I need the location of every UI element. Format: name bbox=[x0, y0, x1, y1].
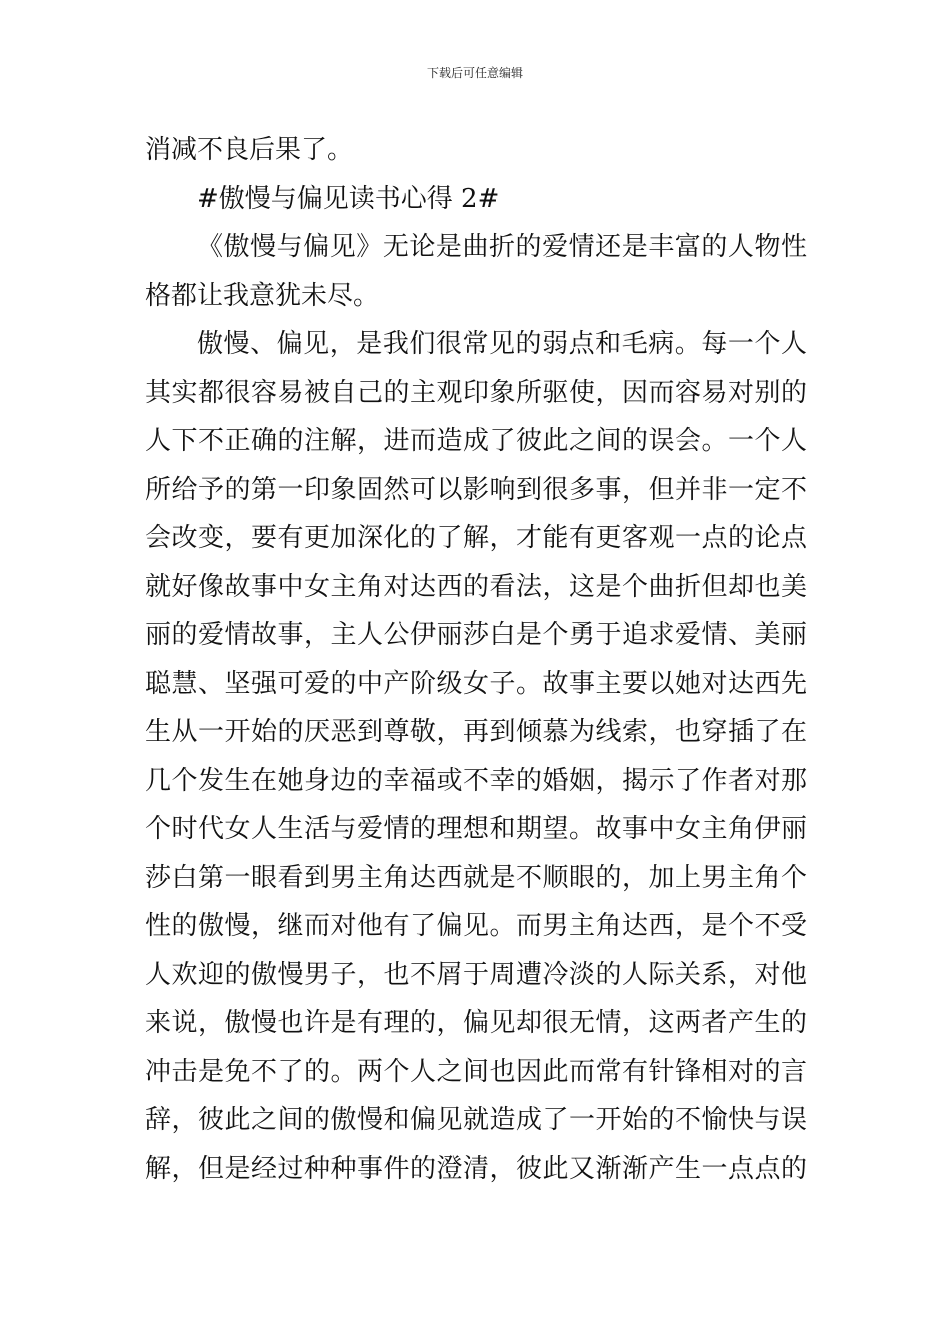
text-line: 莎白第一眼看到男主角达西就是不顺眼的，加上男主角个 bbox=[145, 862, 807, 893]
text-line: 会改变，要有更加深化的了解，才能有更客观一点的论点 bbox=[145, 523, 807, 553]
text-line: 人欢迎的傲慢男子，也不屑于周遭冷淡的人际关系，对他 bbox=[145, 959, 807, 990]
text-line: 格都让我意犹未尽。 bbox=[145, 280, 380, 311]
text-line: 冲击是免不了的。两个人之间也因此而常有针锋相对的言 bbox=[145, 1056, 807, 1087]
text-line: 《傲慢与偏见》无论是曲折的爱情还是丰富的人物性 bbox=[197, 232, 807, 262]
text-line: 性的傲慢，继而对他有了偏见。而男主角达西，是个不受 bbox=[145, 911, 807, 941]
text-line: 丽的爱情故事，主人公伊丽莎白是个勇于追求爱情、美丽 bbox=[145, 620, 807, 650]
text-line: 所给予的第一印象固然可以影响到很多事，但并非一定不 bbox=[145, 474, 807, 505]
text-line: 辞，彼此之间的傲慢和偏见就造成了一开始的不愉快与误 bbox=[145, 1105, 807, 1135]
text-line: 来说，傲慢也许是有理的，偏见却很无情，这两者产生的 bbox=[145, 1008, 807, 1038]
section-heading: #傲慢与偏见读书心得 2# bbox=[197, 183, 500, 214]
document-body bbox=[145, 126, 807, 1193]
text-line: 聪慧、坚强可爱的中产阶级女子。故事主要以她对达西先 bbox=[145, 668, 807, 699]
text-line: 个时代女人生活与爱情的理想和期望。故事中女主角伊丽 bbox=[145, 814, 807, 844]
text-line: 就好像故事中女主角对达西的看法，这是个曲折但却也美 bbox=[145, 571, 807, 602]
text-line: 傲慢、偏见，是我们很常见的弱点和毛病。每一个人 bbox=[197, 329, 807, 359]
text-line: 其实都很容易被自己的主观印象所驱使，因而容易对别的 bbox=[145, 377, 807, 408]
text-line: 解，但是经过种种事件的澄清，彼此又渐渐产生一点点的 bbox=[145, 1153, 807, 1184]
text-line: 生从一开始的厌恶到尊敬，再到倾慕为线索，也穿插了在 bbox=[145, 717, 807, 747]
text-line: 人下不正确的注解，进而造成了彼此之间的误会。一个人 bbox=[145, 426, 807, 456]
text-line: 消减不良后果了。 bbox=[145, 135, 354, 165]
page-header: 下载后可任意编辑 bbox=[426, 66, 523, 80]
text-line: 几个发生在她身边的幸福或不幸的婚姻，揭示了作者对那 bbox=[145, 765, 807, 796]
